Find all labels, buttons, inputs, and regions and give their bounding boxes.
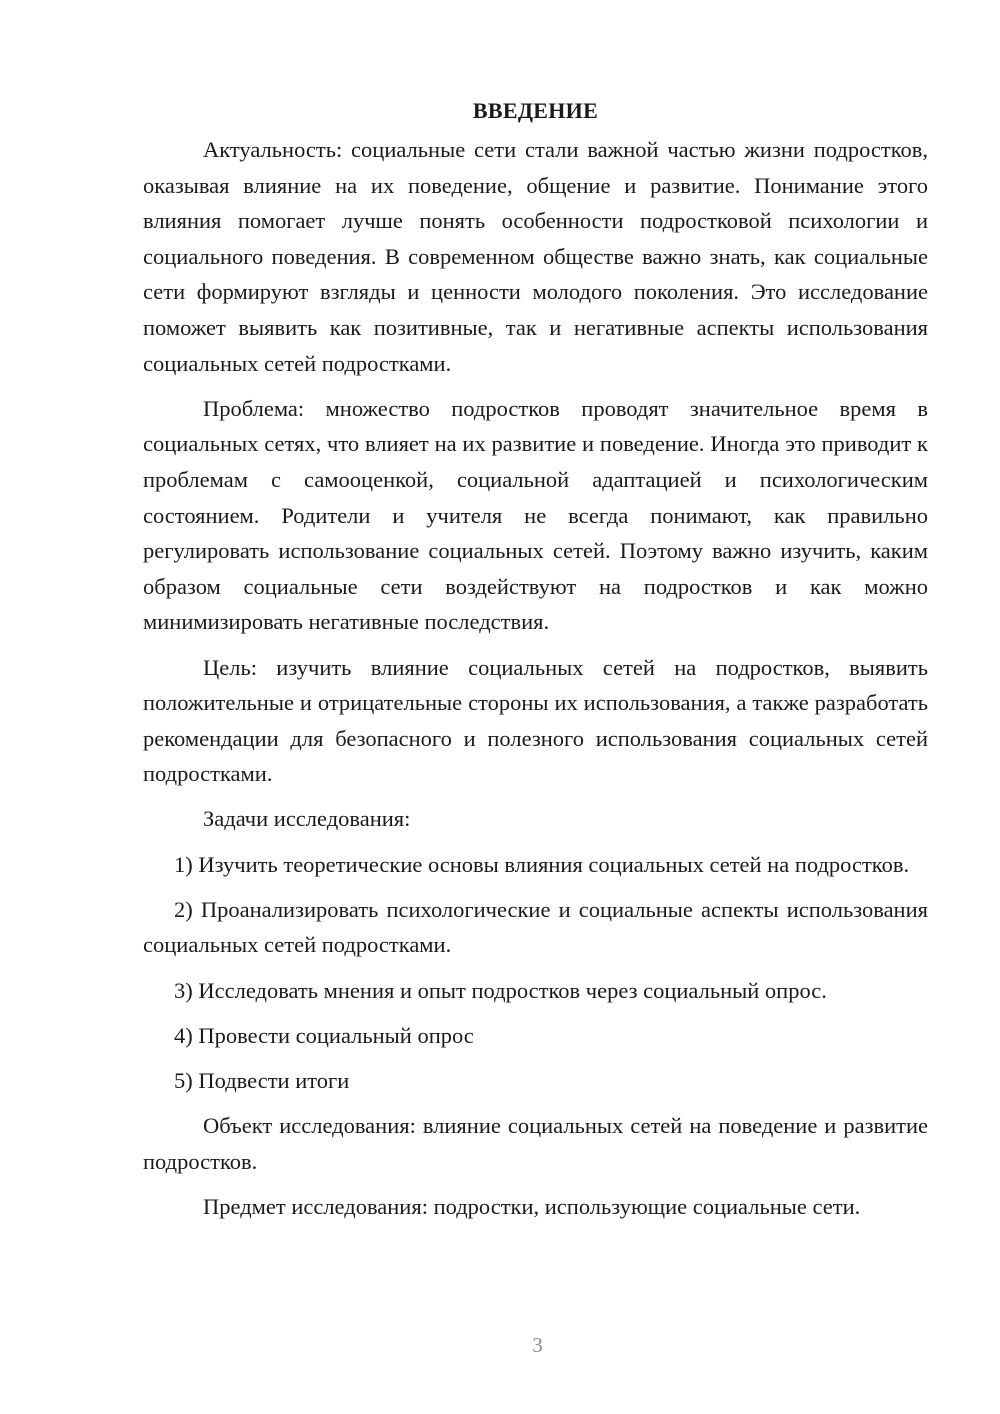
task-item-1: 1) Изучить теоретические основы влияния социальных сетей на подростков.: [174, 851, 910, 877]
task-item-5: 5) Подвести итоги: [174, 1068, 350, 1093]
paragraph-object: Объект исследования: влияние социальных сетей на поведение и развитие подростков.: [143, 1113, 928, 1174]
paragraph-relevance: Актуальность: социальные сети стали важной частью жизни подростков, оказывая влияние на их поведение, общение и развитие. Понимание этого влияния помогает лучше понять особенности подростковой психологии и социального поведения. В современном обществе важно знать, как социальные сети формируют взгляды и ценности молодого поколения. Это исследование поможет выявить как позитивные, так и негативные аспекты использования социальных сетей подростками.: [143, 137, 928, 376]
section-title: ВВЕДЕНИЕ: [472, 98, 599, 123]
document-page: [143, 94, 928, 1225]
page-number: 3: [532, 1333, 543, 1357]
task-item-4: 4) Провести социальный опрос: [174, 1022, 474, 1048]
task-item-3: 3) Исследовать мнения и опыт подростков через социальный опрос.: [174, 977, 827, 1003]
tasks-heading: Задачи исследования:: [203, 806, 411, 832]
paragraph-subject: Предмет исследования: подростки, использующие социальные сети.: [203, 1193, 861, 1219]
paragraph-problem: Проблема: множество подростков проводят значительное время в социальных сетях, что влияет на их развитие и поведение. Иногда это приводит к проблемам с самооценкой, социальной адаптацией и психологическим состоянием. Родители и учителя не всегда понимают, как правильно регулировать использование социальных сетей. Поэтому важно изучить, каким образом социальные сети воздействуют на подростков и как можно минимизировать негативные последствия.: [143, 395, 928, 635]
task-item-2: 2) Проанализировать психологические и социальные аспекты использования социальных сетей подростками.: [143, 896, 928, 958]
paragraph-goal: Цель: изучить влияние социальных сетей на подростков, выявить положительные и отрицательные стороны их использования, а также разработать рекомендации для безопасного и полезного использования социальных сетей подростками.: [143, 654, 928, 787]
